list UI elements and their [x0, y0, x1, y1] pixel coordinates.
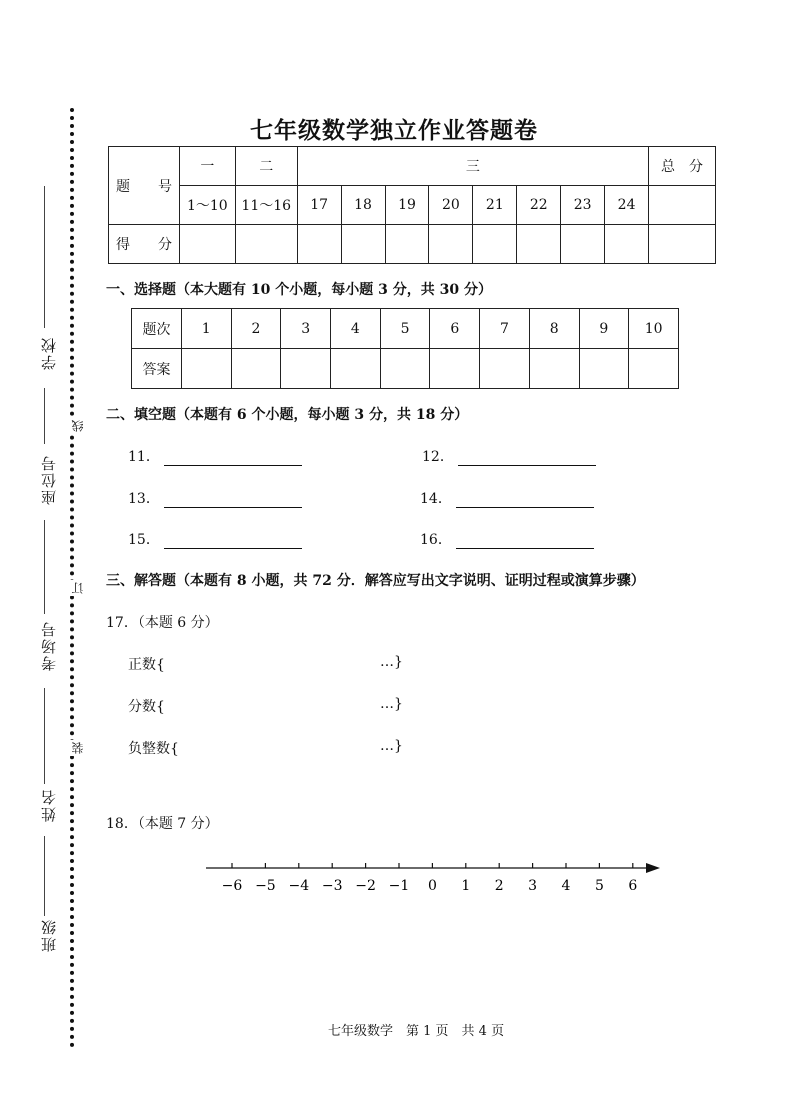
question-17-heading: 17．（本题 6 分）	[106, 615, 219, 631]
page-title: 七年级数学独立作业答题卷	[250, 117, 538, 144]
item-number: 15．	[128, 532, 160, 548]
answer-cell[interactable]	[579, 349, 629, 389]
multiple-choice-answer-table	[131, 308, 679, 389]
cut-mark-bind: 装	[71, 742, 85, 754]
school-label: 学校	[40, 336, 58, 370]
score-cell[interactable]	[473, 225, 517, 264]
page-footer: 七年级数学 第 1 页 共 4 页	[328, 1024, 505, 1039]
score-row-label: 得 分	[109, 225, 180, 264]
answer-blank[interactable]	[164, 493, 302, 508]
answer-cell[interactable]	[529, 349, 579, 389]
item-number: 11．	[128, 449, 160, 465]
binding-dotted-line	[70, 108, 78, 1048]
problem-cell: 22	[517, 186, 561, 225]
score-cell[interactable]	[605, 225, 649, 264]
question-number: 3	[281, 309, 331, 349]
question-number: 10	[629, 309, 679, 349]
question-number: 9	[579, 309, 629, 349]
score-cell[interactable]	[235, 225, 297, 264]
question-number: 2	[231, 309, 281, 349]
number-line-tick-label: −3	[321, 878, 343, 894]
fraction-set-label: 分数{	[128, 699, 165, 715]
question-number: 5	[380, 309, 430, 349]
negative-integer-set-label: 负整数{	[128, 741, 179, 757]
number-line-tick-label: −2	[355, 878, 376, 894]
score-cell[interactable]	[341, 225, 385, 264]
item-number: 14．	[420, 491, 452, 507]
number-line-tick-label: 1	[461, 878, 471, 894]
answer-label: 答案	[132, 349, 182, 389]
question-18-heading: 18．（本题 7 分）	[106, 816, 219, 832]
score-table	[108, 146, 716, 264]
answer-cell[interactable]	[430, 349, 480, 389]
name-line	[44, 688, 45, 784]
number-line-tick-label: 0	[427, 878, 437, 894]
score-cell[interactable]	[561, 225, 605, 264]
fraction-set-end: …}	[380, 696, 403, 712]
school-line	[44, 186, 45, 328]
section-one-heading: 一、选择题（本大题有 10 个小题，每小题 3 分，共 30 分）	[106, 282, 492, 298]
item-number: 12．	[422, 449, 454, 465]
class-label: 班级	[40, 918, 58, 952]
answer-cell[interactable]	[480, 349, 530, 389]
number-line-tick-label: 4	[561, 878, 571, 894]
score-cell[interactable]	[429, 225, 473, 264]
problem-number-header: 题 号	[109, 147, 180, 225]
number-line-tick-label: 3	[528, 878, 538, 894]
fill-blank-15	[128, 529, 302, 549]
question-number: 1	[181, 309, 231, 349]
number-line-tick-label: 2	[494, 878, 504, 894]
positive-set-label: 正数{	[128, 657, 165, 673]
fill-blank-13	[128, 488, 302, 508]
exam-room-label: 考场号	[40, 620, 58, 671]
number-line-tick-label: 6	[628, 878, 638, 894]
answer-blank[interactable]	[164, 451, 302, 466]
section-three-header: 三	[297, 147, 648, 186]
number-line-tick-label: −6	[221, 878, 243, 894]
number-line-tick-label: −5	[255, 878, 276, 894]
question-number: 8	[529, 309, 579, 349]
section-two-header: 二	[235, 147, 297, 186]
problem-cell: 23	[561, 186, 605, 225]
problem-cell: 17	[297, 186, 341, 225]
item-number: 13．	[128, 491, 160, 507]
answer-cell[interactable]	[629, 349, 679, 389]
cut-mark-line: 线	[71, 420, 85, 432]
seat-line	[44, 388, 45, 444]
arrow-right-icon	[646, 863, 660, 873]
question-number-label: 题次	[132, 309, 182, 349]
score-cell[interactable]	[385, 225, 429, 264]
question-number: 6	[430, 309, 480, 349]
range-cell: 1～10	[179, 186, 235, 225]
problem-cell: 18	[341, 186, 385, 225]
problem-cell: 20	[429, 186, 473, 225]
fill-blank-14	[420, 488, 594, 508]
class-line	[44, 836, 45, 916]
score-cell[interactable]	[297, 225, 341, 264]
score-cell[interactable]	[649, 225, 716, 264]
score-cell[interactable]	[179, 225, 235, 264]
score-cell[interactable]	[517, 225, 561, 264]
answer-blank[interactable]	[456, 493, 594, 508]
section-one-header: 一	[179, 147, 235, 186]
name-label: 姓名	[40, 788, 58, 822]
section-three-heading: 三、解答题（本题有 8 小题，共 72 分．解答应写出文字说明、证明过程或演算步骤）	[106, 573, 645, 589]
number-line-tick-label: −4	[288, 878, 310, 894]
cut-mark-staple: 订	[71, 582, 85, 594]
seat-number-label: 座位号	[40, 454, 58, 505]
answer-blank[interactable]	[458, 451, 596, 466]
total-score-cell[interactable]	[649, 186, 716, 225]
fill-blank-11	[128, 446, 302, 466]
answer-cell[interactable]	[281, 349, 331, 389]
answer-blank[interactable]	[456, 534, 594, 549]
negative-integer-set-end: …}	[380, 738, 403, 754]
item-number: 16．	[420, 532, 452, 548]
answer-blank[interactable]	[164, 534, 302, 549]
number-line-tick-label: 5	[594, 878, 604, 894]
answer-cell[interactable]	[380, 349, 430, 389]
answer-cell[interactable]	[181, 349, 231, 389]
question-number: 4	[331, 309, 381, 349]
positive-set-end: …}	[380, 654, 403, 670]
number-line	[200, 855, 670, 900]
range-cell: 11～16	[235, 186, 297, 225]
room-line	[44, 520, 45, 614]
fill-blank-12	[422, 446, 596, 466]
problem-cell: 19	[385, 186, 429, 225]
answer-cell[interactable]	[331, 349, 381, 389]
total-score-header: 总 分	[649, 147, 716, 186]
question-number: 7	[480, 309, 530, 349]
problem-cell: 21	[473, 186, 517, 225]
answer-cell[interactable]	[231, 349, 281, 389]
problem-cell: 24	[605, 186, 649, 225]
section-two-heading: 二、填空题（本题有 6 个小题，每小题 3 分，共 18 分）	[106, 407, 469, 423]
number-line-tick-label: −1	[388, 878, 410, 894]
fill-blank-16	[420, 529, 594, 549]
